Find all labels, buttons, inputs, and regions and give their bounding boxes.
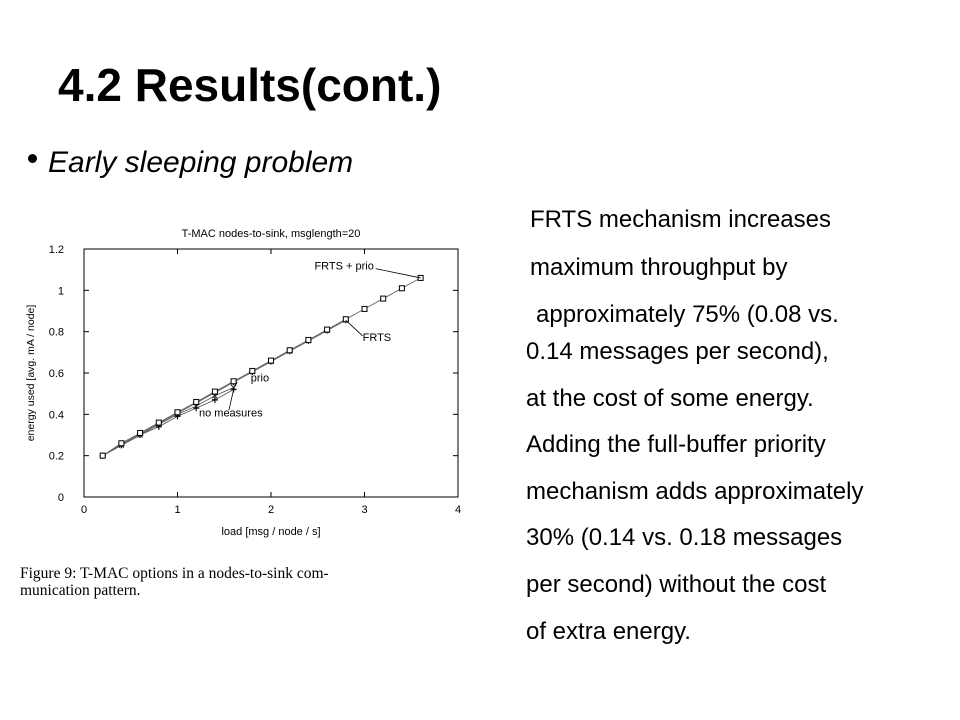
x-tick-label: 3 [361,504,368,516]
data-point [325,327,330,332]
bullet-dot-icon [28,154,37,163]
data-point [362,306,367,311]
x-tick-label: 0 [80,504,88,516]
data-point [119,441,124,446]
data-point [306,337,311,342]
data-point [287,348,292,353]
annotation-leader [346,320,363,336]
data-point [381,296,386,301]
figure-caption [20,565,490,599]
body-line: 0.14 messages per second), [526,338,829,365]
annotation-leader [376,269,421,278]
data-point [156,420,161,425]
data-point [399,286,404,291]
body-line: Adding the full-buffer priority [526,431,826,458]
y-axis-label: energy used [avg. mA / node] [25,304,37,442]
data-point [194,399,199,404]
y-tick-label: 0.2 [48,450,64,463]
y-tick-label: 1.2 [48,244,64,256]
x-tick-label: 4 [454,504,462,516]
body-line: per second) without the cost [526,571,827,598]
data-point [212,389,217,394]
data-point [269,358,274,363]
body-line: approximately 75% (0.08 vs. [536,301,839,328]
body-line: FRTS mechanism increases [530,206,831,233]
y-tick-label: 1 [57,285,64,298]
data-point [175,410,180,415]
caption-line: Figure 9: T-MAC options in a nodes-to-sink com- [20,565,329,582]
bullet-heading: Early sleeping problem [48,146,354,179]
body-line: 30% (0.14 vs. 0.18 messages [526,524,843,551]
y-tick-label: 0.4 [48,409,64,422]
annotation-label: FRTS [362,331,392,344]
body-line: of extra energy. [526,618,691,645]
body-line: mechanism adds approximately [526,478,864,505]
body-line: maximum throughput by [530,254,788,281]
data-point [343,317,348,322]
y-tick-label: 0 [57,492,64,504]
body-line: at the cost of some energy. [526,385,814,412]
y-tick-label: 0.8 [48,326,64,339]
x-axis-label: load [msg / node / s] [221,526,321,538]
data-point [231,379,236,384]
data-point [100,453,105,458]
energy-chart [18,215,478,545]
x-tick-label: 2 [267,504,275,516]
y-tick-label: 0.6 [48,368,64,380]
annotation-label: FRTS + prio [314,260,374,273]
data-point [138,430,143,435]
slide-title: 4.2 Results(cont.) [58,59,442,111]
x-tick-label: 1 [174,504,181,516]
annotation-label: prio [250,372,270,385]
annotation-label: no measures [198,407,263,420]
chart-title: T-MAC nodes-to-sink, msglength=20 [181,228,361,240]
caption-line: munication pattern. [20,582,141,599]
